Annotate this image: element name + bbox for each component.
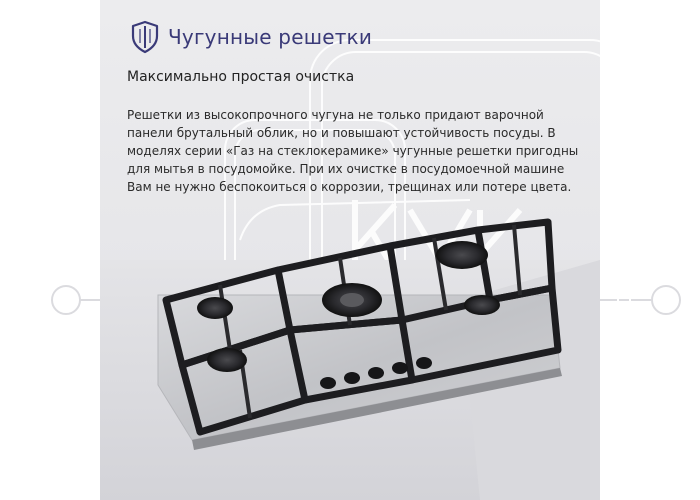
- description-line: панели брутальный облик, но и повышают устойчивость посуды. В: [127, 126, 556, 140]
- shield-icon: [130, 20, 160, 54]
- subtitle: Максимально простая очистка: [127, 69, 355, 85]
- section-header: [130, 20, 372, 54]
- description-line: Вам не нужно беспокоиться о коррозии, трещинах или потере цвета.: [127, 180, 572, 194]
- gas-hob-image: [100, 200, 600, 500]
- description: [127, 106, 579, 196]
- description-line: для мытья в посудомойке. При их очистке в посудомоечной машине: [127, 162, 565, 176]
- description-line: моделях серии «Газ на стеклокерамике» чугунные решетки пригодны: [127, 144, 579, 158]
- description-line: Решетки из высокопрочного чугуна не только придают варочной: [127, 108, 544, 122]
- section-title: Чугунные решетки: [168, 25, 373, 49]
